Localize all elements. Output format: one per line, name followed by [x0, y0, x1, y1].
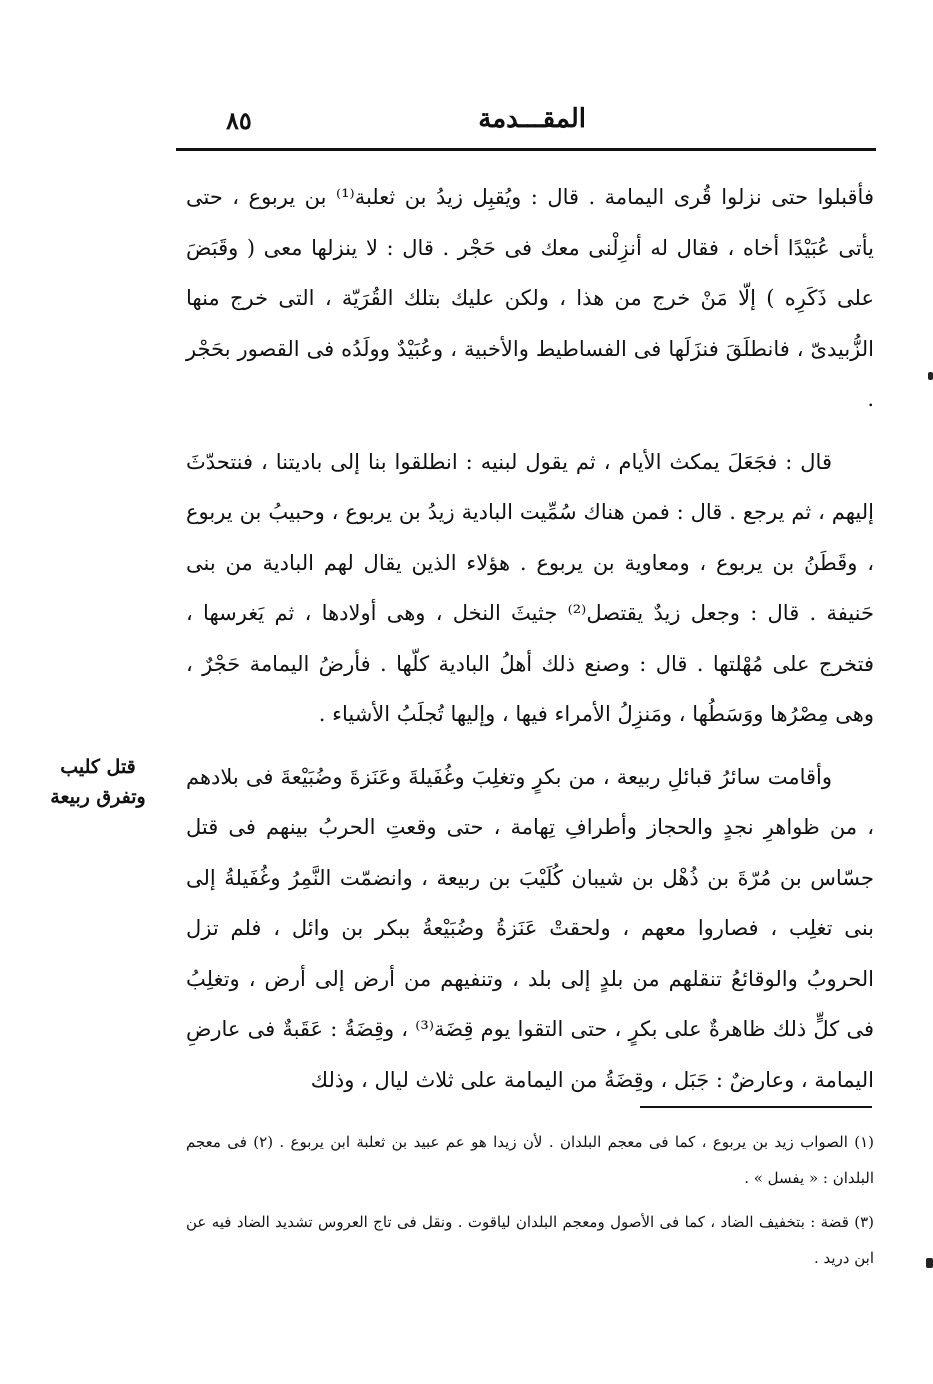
header-title: المقـــدمة	[478, 104, 586, 134]
page-number: ٨٥	[226, 106, 252, 135]
margin-note	[14, 752, 182, 812]
footnote: (١) الصواب زيد بن يربوع ، كما فى معجم البلدان . لأن زيدا هو عم عبيد بن ثعلبة ابن يربوع . (٢) فى معجم البلدان : « يفسل » .	[186, 1133, 875, 1187]
paragraph: قال : فجَعَلَ يمكث الأيام ، ثم يقول لبنيه : انطلقوا بنا إلى باديتنا ، فنتحدّثَ إليهم ، ثم يرجع . قال : فمن هناك سُمِّيت البادية زيدُ بن يربوع ، وحبيبُ بن يربوع ، وقَطَنُ بن يربوع ، ومعاوية بن يربوع . هؤلاء الذين يقال لهم البادية من بنى حَنيفة . قال : وجعل زيدٌ يقتصل⁽²⁾ جثيثَ النخل ، وهى أولادها ، ثم يَغرسها ، فتخرج على مُهْلتها . قال : وصنع ذلك أهلُ البادية كلّها . فأرضُ اليمامة حَجْرٌ ، وهى مِصْرُها ووَسَطُها ، ومَنزِلُ الأمراء فيها ، وإليها تُجلَبُ الأشياء .	[186, 449, 874, 726]
scan-edge-mark	[926, 1258, 933, 1268]
paragraph: فأقبلوا حتى نزلوا قُرى اليمامة . قال : ويُقبِل زيدُ بن ثعلبة⁽¹⁾ بن يربوع ، حتى يأتى عُبَيْدًا أخاه ، فقال له أنزِلْنى معك فى حَجْر . قال : لا ينزلها معى ( وقَبَضَ على ذَكَرِه ) إلّا مَنْ خرج من هذا ، ولكن عليك بتلك القُرَيّة ، التى خرج منها الزُّبيدىّ ، فانطلَقَ فنزَلَها فى الفساطيط والأخبية ، وعُبَيْدٌ وولَدُه فى القصور بحَجْر .	[186, 185, 874, 411]
running-header	[176, 102, 876, 142]
footnote: (٣) قضة : بتخفيف الضاد ، كما فى الأصول ومعجم البلدان لياقوت . ونقل فى تاج العروس تشديد الضاد فيه عن ابن دريد .	[186, 1213, 874, 1267]
paragraph: وأقامت سائرُ قبائلِ ربيعة ، من بكرٍ وتغلِبَ وغُفَيلةَ وعَنَزةَ وضُبَيْعةَ فى بلادهم ، من ظواهرِ نجدٍ والحجاز وأطرافِ تِهامة ، حتى وقعتِ الحربُ بينهم فى قتل جسّاس بن مُرّةَ بن ذُهْل بن شيبان كُلَيْبَ بن ربيعة ، وانضمّت النَّمِرُ وغُفَيلةُ إلى بنى تغلِب ، فصاروا معهم ، ولحقتْ عَنَزةُ وضُبَيْعةُ ببكر بن وائل ، فلم تزل الحروبُ والوقائعُ تنقلهم من بلدٍ إلى بلد ، وتنفيهم من أرض إلى أرض ، وتغلِبُ فى كلٍّ ذلك ظاهرةٌ على بكرٍ ، حتى التقوا يوم قِضَة⁽³⁾ ، وقِضَةُ : عَقَبةٌ فى عارضِ اليمامة ، وعارضٌ : جَبَل ، وقِضَةُ من اليمامة على ثلاث ليال ، وذلك	[186, 764, 874, 1092]
scan-edge-mark	[928, 372, 933, 380]
header-rule	[176, 148, 876, 151]
margin-note-line: وتفرق ربيعة	[50, 786, 146, 808]
main-text	[186, 172, 874, 1105]
footnotes	[186, 1124, 874, 1276]
margin-note-line: قتل كليب	[60, 756, 136, 778]
footnote-rule	[640, 1106, 872, 1108]
